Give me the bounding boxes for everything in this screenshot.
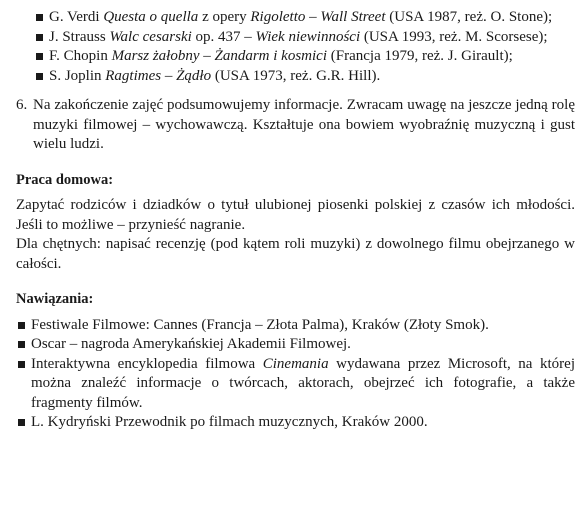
square-bullet-icon xyxy=(36,73,43,80)
piece-title: Questa o quella xyxy=(103,9,199,25)
list-item xyxy=(18,335,575,355)
reference-text: Festiwale Filmowe: Cannes (Francja – Złota Palma), Kraków (Złoty Smok). xyxy=(31,316,489,333)
connector-text: z opery xyxy=(198,9,251,25)
film-details: (USA 1973, reż. G.R. Hill). xyxy=(211,67,381,84)
square-bullet-icon xyxy=(36,34,43,41)
homework-optional-paragraph: Dla chętnych: napisać recenzję (pod kątem roli muzyki) z dowolnego filmu obejrzanego w całości. xyxy=(16,236,575,272)
list-item xyxy=(18,413,575,433)
references-heading: Nawiązania: xyxy=(16,291,94,307)
film-details: (USA 1993, reż. M. Scorsese); xyxy=(360,28,548,45)
list-item xyxy=(36,67,575,87)
square-bullet-icon xyxy=(18,361,25,368)
film-details: (USA 1987, reż. O. Stone); xyxy=(385,9,553,25)
composer-text: F. Chopin xyxy=(49,48,112,64)
reference-text: Oscar – nagroda Amerykańskiej Akademii Filmowej. xyxy=(31,336,351,352)
square-bullet-icon xyxy=(18,419,25,426)
step-6 xyxy=(16,96,575,155)
reference-text: Interaktywna encyklopedia filmowa xyxy=(31,355,263,372)
list-item xyxy=(18,355,575,414)
composer-text: S. Joplin xyxy=(49,67,106,84)
film-title: Żądło xyxy=(176,67,212,84)
music-examples-list xyxy=(36,8,575,86)
piece-title: Walc cesarski xyxy=(109,28,192,45)
piece-title: Ragtimes xyxy=(105,67,162,84)
reference-text: L. Kydryński Przewodnik po filmach muzycznych, Kraków 2000. xyxy=(31,414,428,430)
square-bullet-icon xyxy=(36,53,43,60)
homework-paragraph: Zapytać rodziców i dziadków o tytuł ulubionej piosenki polskiej z czasów ich młodości. Jeśli to możliwe – przynieść nagranie. xyxy=(16,197,575,233)
film-title: Rigoletto – Wall Street xyxy=(250,9,386,25)
film-title: Żandarm i kosmici xyxy=(214,48,327,64)
reference-text-tail: wydawana przez Microsoft, na której można znaleźć informacje o twórcach, aktorach, obejrzeć ich fotografie, a także fragmenty filmów. xyxy=(31,355,575,411)
reference-italic: Cinemania xyxy=(262,355,329,372)
step-text: Na zakończenie zajęć podsumowujemy informacje. Zwracam uwagę na jeszcze jedną rolę muzyki filmowej – wychowawczą. Kształtuje ona bowiem wyobraźnię muzyczną i gust wielu ludzi. xyxy=(33,97,575,152)
composer-text: G. Verdi xyxy=(49,9,104,25)
piece-title: Marsz żałobny xyxy=(111,48,200,64)
homework-heading: Praca domowa: xyxy=(16,171,114,188)
step-number: 6. xyxy=(16,97,28,113)
film-details: (Francja 1979, reż. J. Girault); xyxy=(327,48,513,64)
square-bullet-icon xyxy=(18,341,25,348)
square-bullet-icon xyxy=(36,14,43,21)
list-item xyxy=(18,316,575,336)
connector-text: – xyxy=(199,48,215,64)
connector-text: – xyxy=(161,67,177,84)
references-list xyxy=(18,316,575,433)
square-bullet-icon xyxy=(18,322,25,329)
connector-text: op. 437 – xyxy=(191,28,256,45)
list-item xyxy=(36,47,575,67)
list-item xyxy=(36,28,575,48)
composer-text: J. Strauss xyxy=(49,28,110,45)
list-item xyxy=(36,8,575,28)
film-title: Wiek niewinności xyxy=(255,28,361,45)
